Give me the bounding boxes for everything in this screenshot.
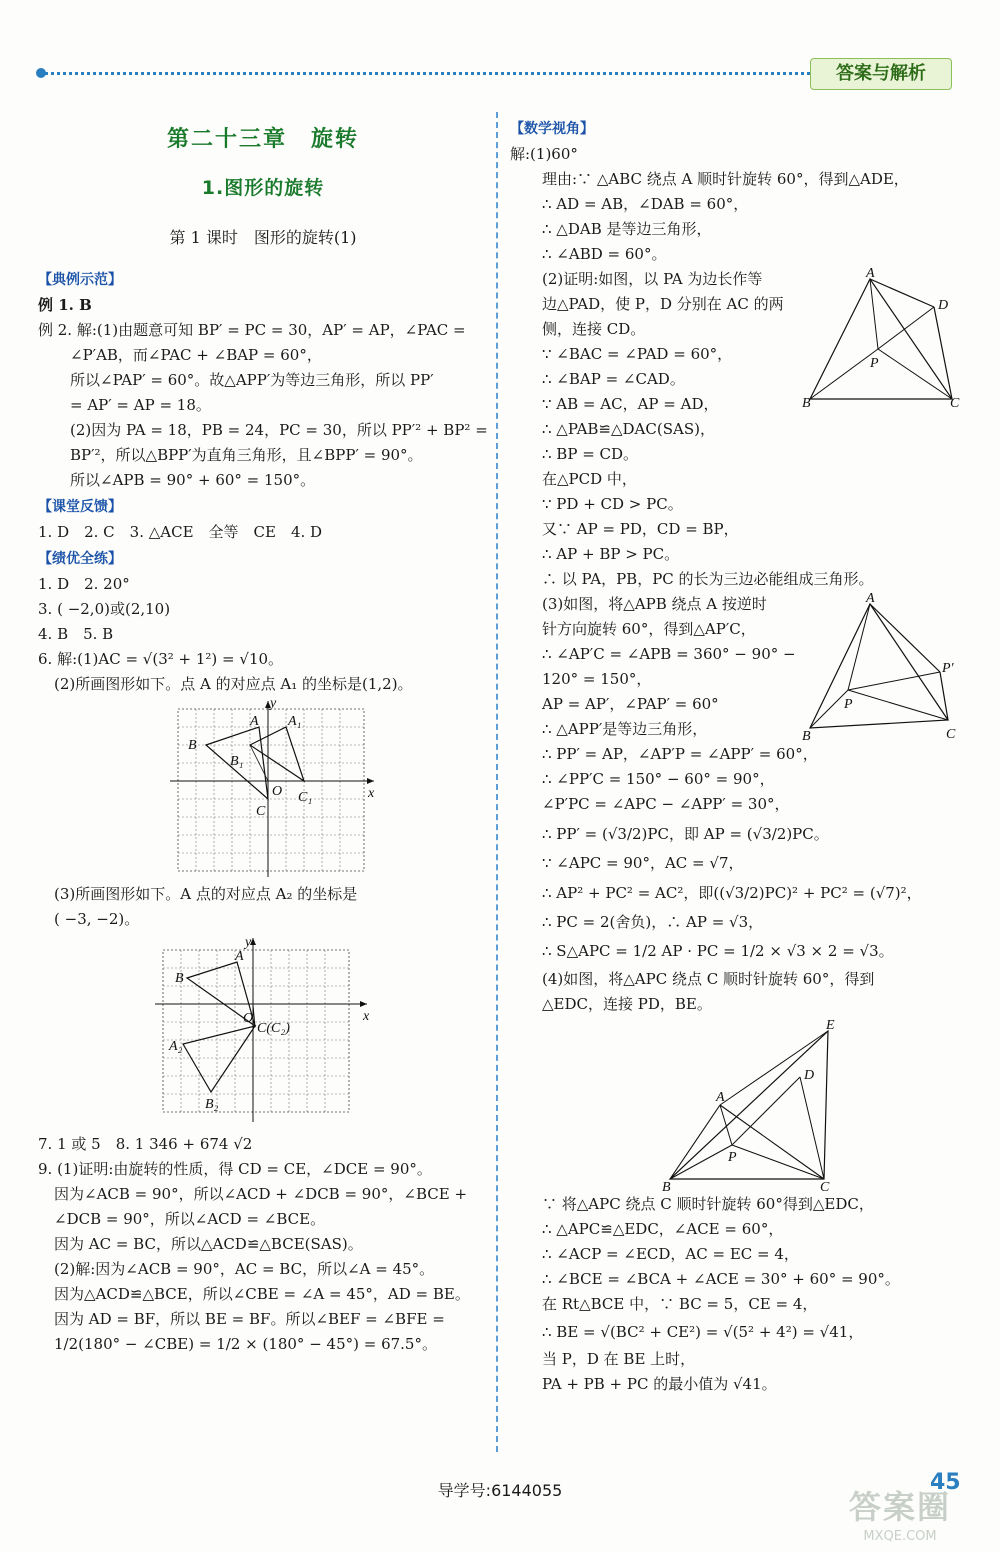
question-6-line: 6. 解:(1)AC = √(3² + 1²) = √10。 [38,650,284,668]
figA-label: A [866,267,875,281]
fig2-label: B [175,971,184,986]
example-2-line: 所以∠PAP′ = 60°。故△APP′为等边三角形，所以 PP′ [70,371,434,389]
solution-line: ∴ PC = 2(舍负)，∴ AP = √3， [542,913,764,931]
figC-label: D [804,1068,815,1083]
practice-answer: 1. D 2. 20° [38,575,130,593]
chapter-title: 第二十三章 旋转 [166,127,359,152]
example-1: 例 1. B [38,296,92,314]
solution-line: ∴ ∠BCE = ∠BCA + ∠ACE = 30° + 60° = 90°。 [542,1270,900,1288]
question-9-line: 因为 AC = BC，所以△ACD≌△BCE(SAS)。 [54,1235,363,1253]
figure-triangle-edc [510,1017,970,1192]
solution-line: ∴ △APP′是等边三角形， [542,720,708,738]
example-2-line: = AP′ = AP = 18。 [70,396,211,414]
solution-line: ∴ AD = AB，∠DAB = 60°， [542,195,749,213]
tag-feedback: 【课堂反馈】 [38,499,122,515]
solution-line: ∴ ∠BAP = ∠CAD。 [542,370,685,388]
solution-line: ∴ AP² + PC² = AC²，即((√3/2)PC)² + PC² = (√7)²， [542,884,922,902]
solution-line: ∴ BE = √(BC² + CE²) = √(5² + 4²) = √41， [542,1323,864,1341]
question-9-line: 因为∠ACB = 90°，所以∠ACD + ∠DCB = 90°，∠BCE + [54,1185,468,1203]
figA-label: C [950,396,960,407]
solution-line: 又∵ AP = PD，CD = BP， [542,520,739,538]
watermark [820,1488,980,1548]
figC-label: B [662,1180,671,1192]
page-number: 45 [930,1470,961,1495]
solution-line: ∵ PD + CD > PC。 [542,495,683,513]
tag-examples: 【典例示范】 [38,272,122,288]
solution-line: ∴ △PAB≌△DAC(SAS)， [542,420,715,438]
solution-line: ∴ 以 PA，PB，PC 的长为三边必能组成三角形。 [542,570,874,588]
question-9-line: 1/2(180° − ∠CBE) = 1/2 × (180° − 45°) = 67.5°。 [54,1335,437,1353]
fig1-label: O [272,784,283,799]
solution-line: ∴ △DAB 是等边三角形， [542,220,712,238]
solution-line: PA + PB + PC 的最小值为 √41。 [542,1375,777,1393]
example-2-line: 例 2. 解:(1)由题意可知 BP′ = PC = 30，AP′ = AP，∠PAC = [38,321,466,339]
fig1-label: A [250,714,259,729]
solution-line: ∵ 将△APC 绕点 C 顺时针旋转 60°得到△EDC， [542,1195,874,1213]
figB-label: P [844,697,853,712]
solution-line: ∴ PP′ = (√3/2)PC，即 AP = (√3/2)PC。 [542,825,829,843]
practice-answer: 4. B 5. B [38,625,114,643]
fig1-label: B [188,738,197,753]
figB-label: P′ [942,661,954,676]
fig2-label: A [235,949,244,964]
tag-practice: 【绩优全练】 [38,551,122,567]
fig1-label: y [270,697,277,711]
fig2-label: B₂ [205,1097,219,1112]
practice-answer: 7. 1 或 5 8. 1 346 + 674 √2 [38,1135,253,1153]
left-column [38,115,488,1357]
solution-line: ∵ ∠BAC = ∠PAD = 60°， [542,345,733,363]
solution-line: (2)证明:如图，以 PA 为边长作等 [542,270,763,288]
solution-line: ∴ S△APC = 1/2 AP · PC = 1/2 × √3 × 2 = √3。 [542,942,894,960]
watermark-url: MXQE.COM [863,1529,937,1544]
fig2-label: O [243,1011,254,1026]
fig1-label: C₁ [298,790,313,805]
header-tag: 答案与解析 [810,58,952,90]
solution-line: ∵ ∠APC = 90°，AC = √7， [542,854,744,872]
figB-label: A [866,592,875,606]
example-2-line: ∠P′AB，而∠PAC + ∠BAP = 60°， [70,346,322,364]
question-6-line: ( −3, −2)。 [54,910,140,928]
solution-line: (4)如图，将△APC 绕点 C 顺时针旋转 60°，得到 [542,970,875,988]
question-9-line: ∠DCB = 90°，所以∠ACD = ∠BCE。 [54,1210,326,1228]
solution-line: 在 Rt△BCE 中，∵ BC = 5，CE = 4， [542,1295,818,1313]
solution-line: 在△PCD 中， [542,470,637,488]
solution-line: ∴ ∠PP′C = 150° − 60° = 90°， [542,770,775,788]
figC-label: C [820,1180,830,1192]
solution-line: 侧，连接 CD。 [542,320,646,338]
question-9-line: 因为△ACD≌△BCE，所以∠CBE = ∠A = 45°，AD = BE。 [54,1285,470,1303]
watermark-title: 答案圈 [848,1488,951,1526]
solution-line: ∴ BP = CD。 [542,445,639,463]
solution-line: ∴ △APC≌△EDC，∠ACE = 60°， [542,1220,784,1238]
question-9-line: 因为 AD = BF，所以 BE = BF。所以∠BEF = ∠BFE = [54,1310,445,1328]
fig2-label: x [363,1009,370,1024]
figB-label: C [946,727,956,742]
solution-line: 针方向旋转 60°，得到△AP′C， [542,620,756,638]
solution-line: 边△PAD，使 P，D 分别在 AC 的两 [542,295,784,313]
solution-line: 解:(1)60° [510,145,578,163]
right-column [510,115,970,1397]
question-9-line: 9. (1)证明:由旋转的性质，得 CD = CE，∠DCE = 90°。 [38,1160,432,1178]
example-2-line: 所以∠APB = 90° + 60° = 150°。 [70,471,316,489]
solution-line: △EDC，连接 PD，BE。 [542,995,712,1013]
solution-line: 当 P，D 在 BE 上时， [542,1350,696,1368]
figure-triangle-pad [800,267,970,407]
column-divider [496,112,498,1452]
solution-line: ∴ PP′ = AP，∠AP′P = ∠APP′ = 60°， [542,745,818,763]
grid-figure-1 [38,697,488,882]
solution-line: ∴ ∠ACP = ∠ECD，AC = EC = 4， [542,1245,799,1263]
question-6-line: (3)所画图形如下。A 点的对应点 A₂ 的坐标是 [54,885,358,903]
grid-figure-2 [38,932,488,1132]
solution-line: AP = AP′，∠PAP′ = 60° [542,695,719,713]
footer-code: 导学号:6144055 [437,1481,563,1500]
fig1-label: B₁ [230,754,244,769]
fig1-label: A₁ [288,714,302,729]
solution-line: (3)如图，将△APB 绕点 A 按逆时 [542,595,767,613]
figC-label: P [728,1150,737,1165]
solution-line: ∵ AB = AC，AP = AD， [542,395,719,413]
solution-line: ∴ ∠AP′C = ∠APB = 360° − 90° − [542,645,796,663]
solution-line: ∴ ∠ABD = 60°。 [542,245,667,263]
solution-line: ∴ AP + BP > PC。 [542,545,680,563]
fig2-label: C(C₂) [257,1021,290,1036]
tag-math-view: 【数学视角】 [510,121,594,137]
solution-line: 120° = 150°， [542,670,652,688]
figA-label: P [870,356,879,371]
question-6-line: (2)所画图形如下。点 A 的对应点 A₁ 的坐标是(1,2)。 [54,675,413,693]
lesson-title: 第 1 课时 图形的旋转(1) [169,228,357,247]
solution-line: ∠P′PC = ∠APC − ∠APP′ = 30°， [542,795,790,813]
header-dotted-line [40,72,810,75]
figC-label: A [716,1090,725,1105]
practice-answer: 3. ( −2,0)或(2,10) [38,600,171,618]
figA-label: D [938,298,949,313]
figB-label: B [802,729,811,742]
fig1-label: C [256,804,266,819]
figC-label: E [826,1018,835,1033]
feedback-answers: 1. D 2. C 3. △ACE 全等 CE 4. D [38,523,323,541]
fig2-label: A₂ [169,1039,183,1054]
example-2-line: BP′²，所以△BPP′为直角三角形，且∠BPP′ = 90°。 [70,446,423,464]
solution-line: 理由:∵ △ABC 绕点 A 顺时针旋转 60°，得到△ADE， [542,170,909,188]
figA-label: B [802,396,811,407]
example-2-line: (2)因为 PA = 18，PB = 24，PC = 30，所以 PP′² + BP² = [70,421,488,439]
section-title: 1.图形的旋转 [201,177,325,199]
fig2-label: y [245,935,252,950]
fig1-label: x [368,786,375,801]
question-9-line: (2)解:因为∠ACB = 90°，AC = BC，所以∠A = 45°。 [54,1260,435,1278]
figure-triangle-app [800,592,970,742]
